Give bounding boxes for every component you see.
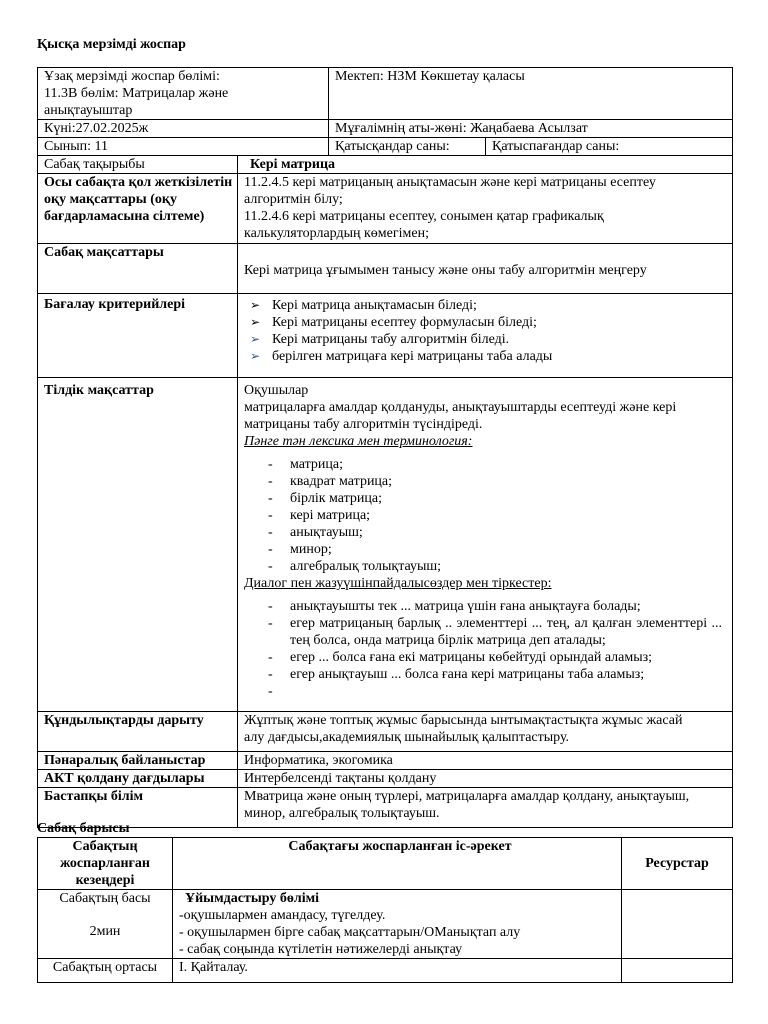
dialog-item: - егер анықтауыш ... болса ғана кері матрицаны таба аламыз; [268, 667, 645, 682]
vocab-item: - минор; [268, 542, 332, 557]
activity-line: - сабақ соңында күтілетін нәтижелерді анықтау [179, 942, 463, 957]
prior-row [38, 788, 733, 828]
col-stage-header: Сабақтың жоспарланған кезеңдері [38, 838, 173, 890]
progress-title: Сабақ барысы [37, 821, 130, 836]
resources-cell [622, 959, 733, 983]
absent-cell: Қатыспағандар саны: [486, 138, 733, 156]
activity-heading: Ұйымдастыру бөлімі [185, 891, 320, 906]
ict-value: Интербелсенді тақтаны қолдану [238, 770, 733, 788]
criteria-row [38, 294, 733, 378]
vocab-item: - квадрат матрица; [268, 474, 393, 489]
activity-line: -оқушылармен амандасу, түгелдеу. [179, 908, 386, 923]
vocab-heading: Пәнге тән лексика мен терминология: [244, 434, 473, 449]
vocab-item: - кері матрица; [268, 508, 371, 523]
criteria-item: ➢ Кері матрица анықтамасын біледі; [250, 298, 477, 313]
objectives-label: Осы сабақта қол жеткізілетін оқу мақсаттары (оқу бағдарламасына сілтеме) [38, 174, 238, 244]
language-label: Тілдік мақсаттар [38, 378, 238, 712]
arrow-bullet-icon: ➢ [250, 332, 261, 346]
criteria-item: ➢ Кері матрицаны есептеу формуласын біледі; [250, 315, 537, 330]
dialog-item: - егер ... болса ғана екі матрицаны көбейтуді орындай аламыз; [268, 650, 653, 665]
dialog-item: - егер матрицаның барлық .. элементтері ... тең, ал қалған элементтері ... тең болса, онда матрица бірлік матрица деп аталады; [268, 616, 723, 648]
ict-row [38, 770, 733, 788]
lesson-progress-table [37, 837, 733, 983]
progress-row-middle [38, 959, 733, 983]
arrow-bullet-icon: ➢ [250, 315, 261, 329]
progress-row-start [38, 890, 733, 959]
activity-cell [173, 890, 622, 959]
criteria-label: Бағалау критерийлері [38, 294, 238, 378]
header-row-date [38, 120, 733, 138]
dialog-list [244, 598, 728, 699]
vocab-item: - бірлік матрица; [268, 491, 382, 506]
objective-line: 11.2.4.6 кері матрицаны есептеу, сонымен қатар графикалық калькуляторлардың көмегімен; [244, 209, 604, 241]
vocab-item: - матрица; [268, 457, 343, 472]
present-cell: Қатысқандар саны: [329, 138, 486, 156]
arrow-bullet-icon: ➢ [250, 298, 261, 312]
criteria-cell [238, 294, 733, 378]
ict-label: АКТ қолдану дағдылары [38, 770, 238, 788]
stage-cell [38, 890, 173, 959]
values-value: Жұптық және топтық жұмыс барысында ынтымақтастықта жұмыс жасай алу дағдысы,академиялық шынайылық қалыптастыру. [238, 712, 733, 752]
dialog-heading: Диалог пен жазуүшінпайдалысөздер мен тіркестер: [244, 576, 552, 591]
language-intro-text: матрицаларға амалдар қолдануды, анықтауыштарды есептеуді және кері матрицаны табу алгоритмін түсіндіреді. [244, 400, 677, 432]
criteria-item: ➢ Кері матрицаны табу алгоритмін біледі. [250, 332, 510, 347]
progress-header-row [38, 838, 733, 890]
objectives-row [38, 174, 733, 244]
topic-value: Кері матрица [238, 156, 733, 174]
objectives-cell [238, 174, 733, 244]
long-plan-label: Ұзақ мерзімді жоспар бөлімі: [44, 69, 220, 84]
arrow-bullet-icon: ➢ [250, 349, 261, 363]
grade-cell: Сынып: 11 [38, 138, 329, 156]
activity-line: - оқушылармен бірге сабақ мақсаттарын/ОМанықтап алу [179, 925, 521, 940]
objective-line: 11.2.4.5 кері матрицаның анықтамасын және кері матрицаны есептеу алгоритмін білу; [244, 175, 656, 207]
vocab-item: - алгебралық толықтауыш; [268, 559, 442, 574]
long-plan-value-2: анықтауыштар [44, 103, 133, 118]
prior-label: Бастапқы білім [38, 788, 238, 828]
language-row [38, 378, 733, 712]
long-plan-cell [38, 68, 329, 120]
values-row [38, 712, 733, 752]
activity-text: I. Қайталау. [173, 959, 622, 983]
teacher-cell: Мұғалімнің аты-жөні: Жаңабаева Асылзат [329, 120, 733, 138]
school-cell: Мектеп: НЗМ Көкшетау қаласы [329, 68, 733, 120]
goals-value: Кері матрица ұғымымен танысу және оны табу алгоритмін меңгеру [238, 244, 733, 294]
lesson-plan-table [37, 67, 733, 828]
resources-cell [622, 890, 733, 959]
stage-label: Сабақтың ортасы [38, 959, 173, 983]
crosscurricular-row [38, 752, 733, 770]
language-cell [238, 378, 733, 712]
values-label: Құндылықтарды дарыту [38, 712, 238, 752]
criteria-list [244, 297, 732, 365]
stage-time: 2мин [89, 924, 121, 939]
stage-label: Сабақтың басы [59, 891, 151, 906]
col-resources-header: Ресурстар [622, 838, 733, 890]
topic-row [38, 156, 733, 174]
dialog-item-empty: - [268, 684, 273, 699]
dialog-item: - анықтауышты тек ... матрица үшін ғана анықтауға болады; [268, 599, 641, 614]
topic-label: Сабақ тақырыбы [38, 156, 238, 174]
document-title: Қысқа мерзімді жоспар [37, 37, 186, 52]
criteria-item: ➢ берілген матрицаға кері матрицаны таба алады [250, 349, 553, 364]
col-activity-header: Сабақтағы жоспарланған іс-әрекет [173, 838, 622, 890]
vocab-item: - анықтауыш; [268, 525, 363, 540]
long-plan-value-1: 11.3В бөлім: Матрицалар және [44, 86, 229, 101]
date-cell: Күні:27.02.2025ж [38, 120, 329, 138]
header-row-plan [38, 68, 733, 120]
crosscurricular-value: Информатика, экогомика [238, 752, 733, 770]
crosscurricular-label: Пәнаралық байланыстар [38, 752, 238, 770]
prior-value: Мватрица және оның түрлері, матрицаларға амалдар қолдану, анықтауыш, минор, алгебралық толықтауыш. [238, 788, 733, 828]
language-intro: Оқушылар [244, 383, 309, 398]
goals-row [38, 244, 733, 294]
goals-label: Сабақ мақсаттары [38, 244, 238, 294]
vocab-list [244, 456, 728, 575]
header-row-grade [38, 138, 733, 156]
